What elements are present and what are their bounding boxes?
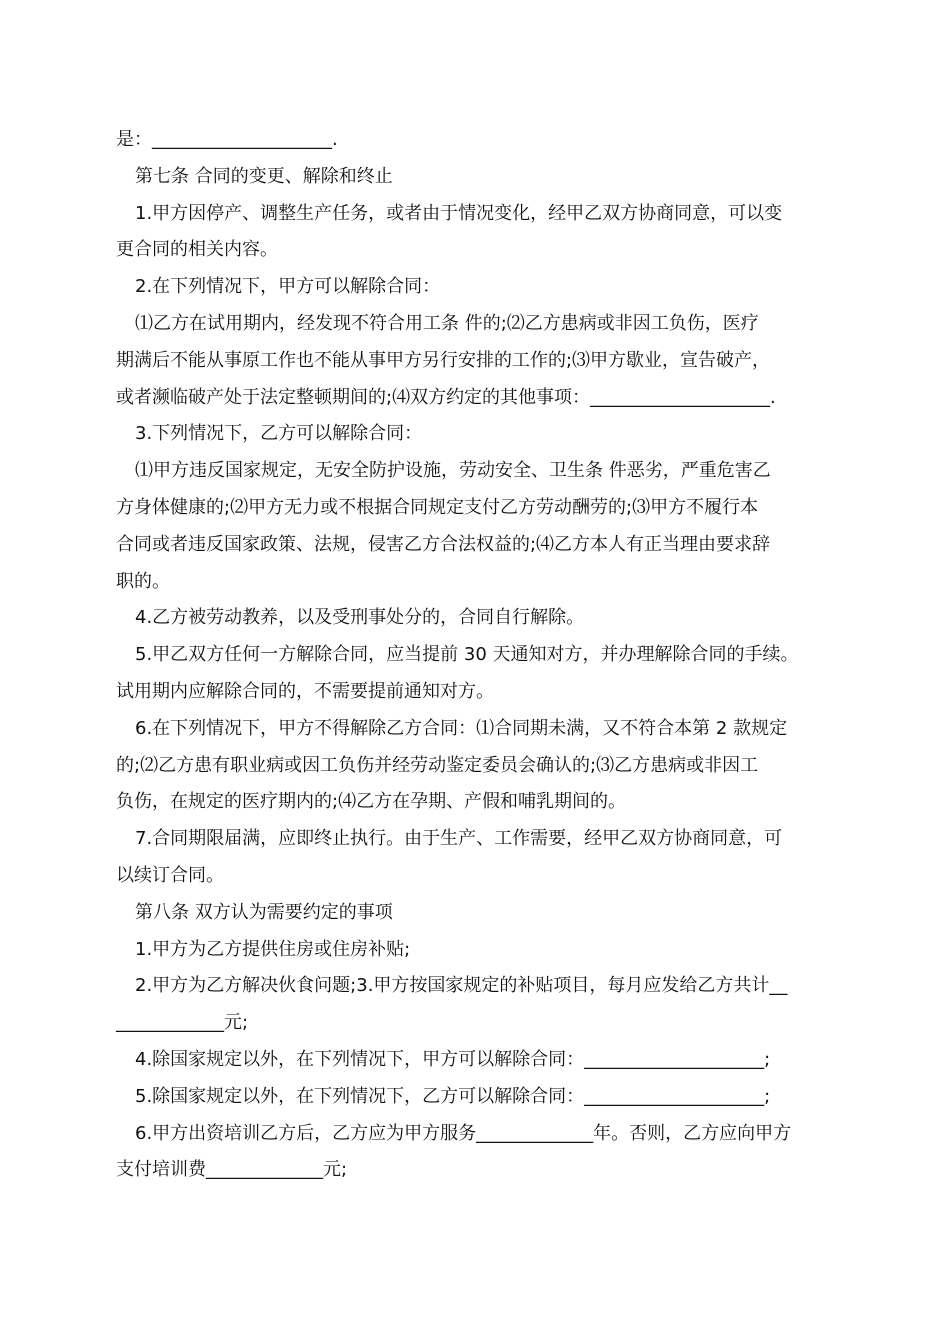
text-line-29: 支付培训费_____________元; (116, 1159, 348, 1181)
text-line-9: 3.下列情况下，乙方可以解除合同： (135, 423, 423, 445)
text-line-21: 以续订合同。 (116, 864, 224, 886)
text-line-15: 5.甲乙双方任何一方解除合同，应当提前 30 天通知对方，并办理解除合同的手续。 (135, 644, 799, 666)
text-line-4: 更合同的相关内容。 (116, 239, 278, 261)
text-line-25: ____________元; (116, 1012, 249, 1034)
text-line-17: 6.在下列情况下，甲方不得解除乙方合同：⑴合同期未满，又不符合本第 2 款规定 (135, 717, 788, 739)
text-line-13: 职的。 (116, 570, 170, 592)
text-line-14: 4.乙方被劳动教养，以及受刑事处分的，合同自行解除。 (135, 607, 585, 629)
text-line-28: 6.甲方出资培训乙方后，乙方应为甲方服务_____________年。否则，乙方应向甲方 (135, 1122, 792, 1144)
text-line-16: 试用期内应解除合同的，不需要提前通知对方。 (116, 680, 494, 702)
text-line-5: 2.在下列情况下，甲方可以解除合同： (135, 276, 441, 298)
contract-page (116, 122, 838, 1189)
text-line-18: 的;⑵乙方患有职业病或因工负伤并经劳动鉴定委员会确认的;⑶乙方患病或非因工 (116, 754, 759, 776)
text-line-3: 1.甲方因停产、调整生产任务，或者由于情况变化，经甲乙双方协商同意，可以变 (135, 202, 783, 224)
text-line-7: 期满后不能从事原工作也不能从事甲方另行安排的工作的;⑶甲方歇业，宣告破产， (116, 349, 771, 371)
text-line-10: ⑴甲方违反国家规定，无安全防护设施，劳动安全、卫生条 件恶劣，严重危害乙 (135, 460, 771, 482)
section-8-heading: 第八条 双方认为需要约定的事项 (135, 901, 393, 923)
text-line-23: 1.甲方为乙方提供住房或住房补贴; (135, 938, 411, 960)
section-7-heading: 第七条 合同的变更、解除和终止 (135, 165, 393, 187)
text-line-26: 4.除国家规定以外，在下列情况下，甲方可以解除合同：____________________; (135, 1048, 771, 1070)
text-line-6: ⑴乙方在试用期内，经发现不符合用工条 件的;⑵乙方患病或非因工负伤，医疗 (135, 312, 759, 334)
text-line-20: 7.合同期限届满，应即终止执行。由于生产、工作需要，经甲乙双方协商同意，可 (135, 828, 783, 850)
text-line-24: 2.甲方为乙方解决伙食问题;3.甲方按国家规定的补贴项目，每月应发给乙方共计__ (135, 975, 788, 997)
text-line-27: 5.除国家规定以外，在下列情况下，乙方可以解除合同：____________________; (135, 1085, 771, 1107)
text-line-12: 合同或者违反国家政策、法规，侵害乙方合法权益的;⑷乙方本人有正当理由要求辞 (116, 533, 771, 555)
text-line-1: 是：____________________. (116, 129, 338, 150)
text-line-19: 负伤，在规定的医疗期内的;⑷乙方在孕期、产假和哺乳期间的。 (116, 791, 627, 813)
text-line-8: 或者濒临破产处于法定整顿期间的;⑷双方约定的其他事项：____________________. (116, 386, 776, 408)
text-line-11: 方身体健康的;⑵甲方无力或不根据合同规定支付乙方劳动酬劳的;⑶甲方不履行本 (116, 496, 759, 518)
